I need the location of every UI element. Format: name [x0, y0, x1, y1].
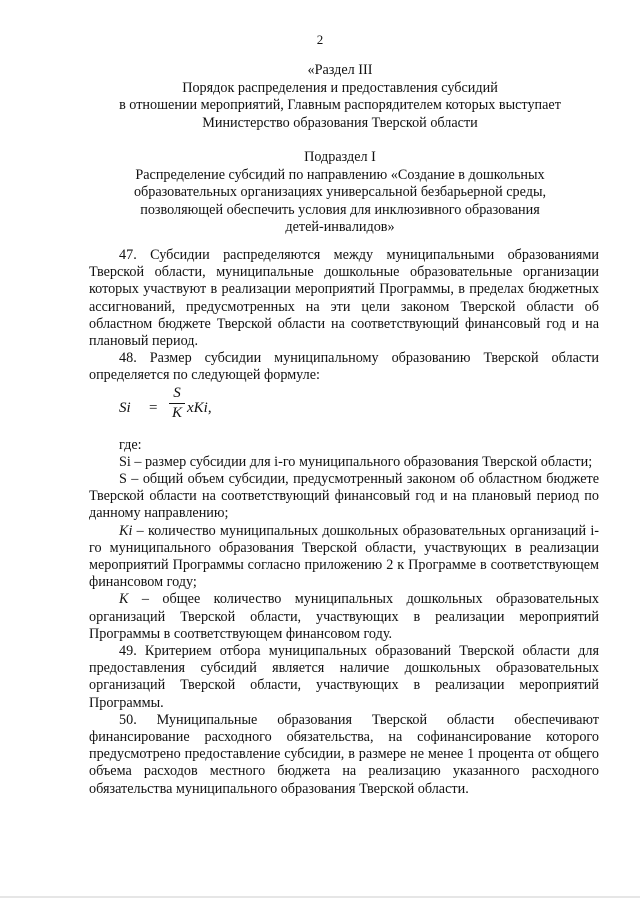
- paragraph-49: 49. Критерием отбора муниципальных образований Тверской области для предоставления субсидий является наличие дошкольных образовательных организаций Тверской области, участвующих в реализации мероприятий Программы.: [89, 643, 599, 711]
- paragraph-47: 47. Субсидии распределяются между муниципальными образованиями Тверской области, муниципальные дошкольные образовательные организации которых участвуют в реализации мероприятий Программы, в пределах бюджетных ассигнований, предусмотренных на эти цели законом Тверской области об областном бюджете Тверской области на соответствующий финансовый год и на плановый период.: [89, 247, 599, 350]
- definition-s: S – общий объем субсидии, предусмотренный законом об областном бюджете Тверской области на соответствующий финансовый год и на плановый период по данному направлению;: [89, 471, 599, 522]
- page-number: 2: [316, 32, 324, 47]
- section-line: Порядок распределения и предоставления субсидий: [182, 79, 498, 96]
- document-body: [89, 247, 599, 798]
- section-line: в отношении мероприятий, Главным распорядителем которых выступает: [119, 97, 561, 114]
- subsection-line: образовательных организациях универсальной безбарьерной среды,: [133, 184, 547, 201]
- section-title: «Раздел III: [307, 62, 373, 78]
- scan-edge: [0, 896, 640, 898]
- formula-multiplier: xKi: [187, 399, 208, 416]
- subsection-line: детей-инвалидов»: [285, 219, 395, 236]
- paragraph-50: 50. Муниципальные образования Тверской области обеспечивают финансирование расходного обязательства, на софинансирование которого предусмотрено предоставление субсидии, в размере не менее 1 процента от общего объема расходов местного бюджета на реализацию указанного расходного обязательства муниципального образования Тверской области.: [89, 711, 599, 797]
- definition-k-text: – общее количество муниципальных дошкольных образовательных организаций Тверской области, участвующих в реализации мероприятий Программы в соответствующем финансовом году.: [89, 591, 599, 642]
- definition-ki-text: – количество муниципальных дошкольных образовательных организаций i-го муниципального образования Тверской области, участвующих в реализации мероприятий Программы согласно приложению 2 к Программе в соответствующем финансовом году;: [89, 522, 599, 591]
- section-line: Министерство образования Тверской области: [202, 114, 478, 131]
- subsection-title: Подраздел I: [304, 149, 376, 165]
- formula-equals: =: [149, 399, 158, 416]
- definition-ki: [89, 523, 599, 592]
- formula-numerator: S: [173, 384, 181, 401]
- formula-denominator: K: [171, 404, 182, 421]
- paragraph-48: 48. Размер субсидии муниципальному образованию Тверской области определяется по следующей формуле:: [89, 350, 599, 384]
- subsidy-formula: [119, 384, 599, 435]
- section-heading: [60, 62, 620, 132]
- formula-fraction: [169, 385, 185, 422]
- definition-ki-symbol: Ki: [119, 522, 133, 539]
- formula-lhs: Si: [119, 399, 131, 416]
- definition-k-symbol: K: [119, 591, 129, 608]
- formula-rest: [187, 400, 212, 417]
- definition-si: Si – размер субсидии для i-го муниципального образования Тверской области;: [119, 453, 593, 470]
- subsection-line: Распределение субсидий по направлению «Создание в дошкольных: [135, 166, 545, 183]
- formula-comma: ,: [207, 399, 212, 416]
- subsection-heading: [60, 149, 620, 237]
- definition-k: [89, 591, 599, 643]
- formula-fraction-bar: [169, 403, 185, 404]
- subsection-line: позволяющей обеспечить условия для инклюзивного образования: [140, 201, 540, 218]
- where-label: где:: [119, 436, 142, 453]
